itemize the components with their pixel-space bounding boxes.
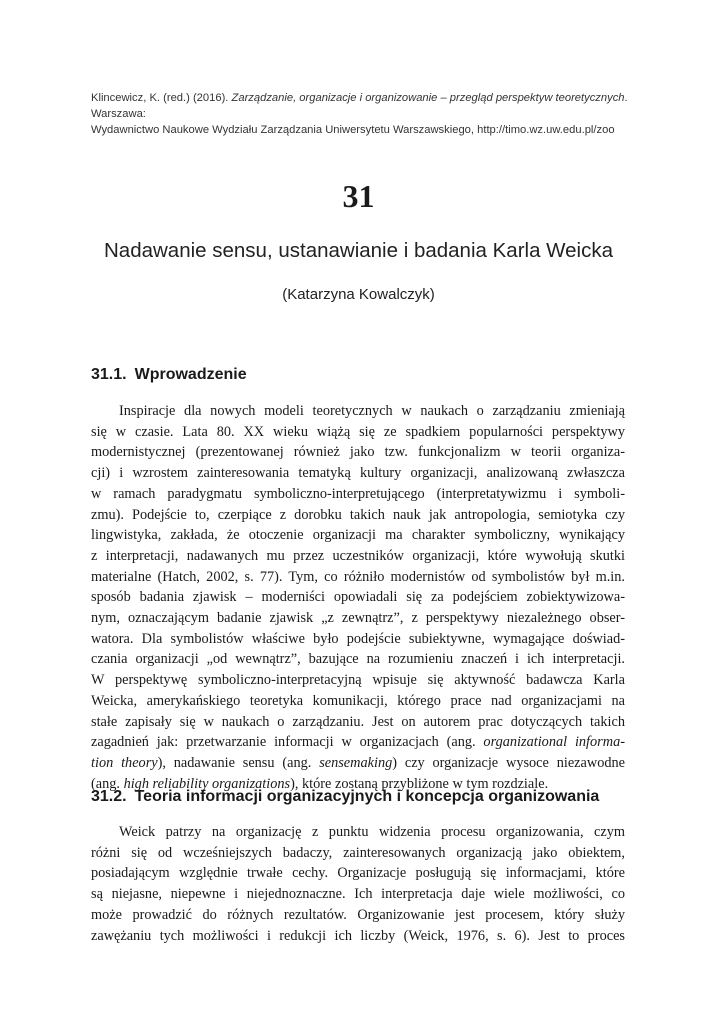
text-line: Inspiracje dla nowych modeli teoretycznych w naukach o zarządzaniu zmieniają [119,403,625,419]
text-line: są niejasne, niepewne i niejednoznaczne. Ich interpretacja daje wiele możliwości, co [91,886,625,903]
text-line: się w czasie. Lata 80. XX wieku wiążą się ze spadkiem popularności perspektywy [91,423,625,440]
section-number: 31.1. [91,366,127,383]
text-line: materialne (Hatch, 2002, s. 77). Tym, co różniło modernistów od symbolistów był m.in. [91,568,625,585]
text-line: zmu). Podejście to, czerpiące z dorobku takich nauk jak antropologia, semiotyka czy [91,506,625,523]
citation-line-1: Klincewicz, K. (red.) (2016). Zarządzanie, organizacje i organizowanie – przegląd perspektyw teoretycznych. Warszawa: [91,92,628,120]
text-line: zagadnień jak: przetwarzanie informacji w organizacjach (ang. organizational informa- [91,734,625,751]
text-line: zawężaniu tych możliwości i redukcji ich liczby (Weick, 1976, s. 6). Jest to proces [91,927,625,944]
section-heading-introduction [91,364,247,386]
section-title: Wprowadzenie [134,366,247,383]
text-line: może prowadzić do różnych rezultatów. Organizowanie jest procesem, który służy [91,906,625,923]
text-line: sposób badania zjawisk – moderniści opowiadali się za podejściem zobiektywizowa- [91,589,625,606]
text-line: z interpretacji, nadawanych mu przez uczestników organizacji, które wywołują skutki [91,547,625,564]
text-line: cji) i wzrostem zainteresowania tematyką kultury organizacji, analizowaną zwłaszcza [91,465,625,482]
text-line: nym, oznaczającym badanie zjawisk „z zewnątrz”, z perspektywy niezależnego obser- [91,610,625,627]
citation-book-title: Zarządzanie, organizacje i organizowanie – przegląd perspektyw teoretycznych [231,92,625,104]
text-line: Weicka, amerykańskiego teoretyka komunikacji, którego prace nad organizacjami na [91,692,625,709]
chapter-number: 31 [342,178,375,214]
chapter-title: Nadawanie sensu, ustanawianie i badania Karla Weicka [103,239,614,262]
text-line: różni się od wcześniejszych badaczy, zainteresowanych organizacją jako obiektem, [91,844,625,861]
text-line: Weick patrzy na organizację z punktu widzenia procesu organizowania, czym [119,824,625,840]
text-line: W perspektywę symboliczno-interpretacyjną wpisuje się aktywność badawcza Karla [91,672,625,689]
citation-line-2: Wydawnictwo Naukowe Wydziału Zarządzania Uniwersytetu Warszawskiego, http://timo.wz.uw.edu.pl/zoo [91,124,615,136]
text-line: czania organizacji „od wewnątrz”, bazujące na rozumieniu znaczeń i ich interpretacji. [91,651,625,668]
text-line: watora. Dla symbolistów właściwe było podejście subiektywne, wymagające doświad- [91,630,625,647]
paragraph-organizing [91,822,625,946]
text-line: w ramach paradygmatu symboliczno-interpretującego (interpretatywizmu i symboli- [91,485,625,502]
citation-header [91,90,631,138]
section-title: Teoria informacji organizacyjnych i koncepcja organizowania [134,788,600,805]
text-line: (ang. high reliability organizations), które zostaną przybliżone w tym rozdziale. [91,775,549,792]
paragraph-introduction [91,401,625,794]
text-line: stałe zapisały się w naukach o zarządzaniu. Jest on autorem prac dotyczących takich [91,713,625,730]
text-line: modernistycznej (prezentowanej również jako tzw. funkcjonalizm w teorii organiza- [91,444,625,461]
section-number: 31.2. [91,788,127,805]
text-line: posiadającym względnie trwałe cechy. Organizacje posługują się informacjami, które [91,865,625,882]
section-heading-organizing [91,786,599,808]
chapter-author: (Katarzyna Kowalczyk) [282,286,435,303]
text-line: lingwistyka, zakłada, że otoczenie organizacji ma charakter symboliczny, wynikający [91,527,625,544]
text-line: tion theory), nadawanie sensu (ang. sensemaking) czy organizacje wysoce niezawodne [91,754,625,771]
